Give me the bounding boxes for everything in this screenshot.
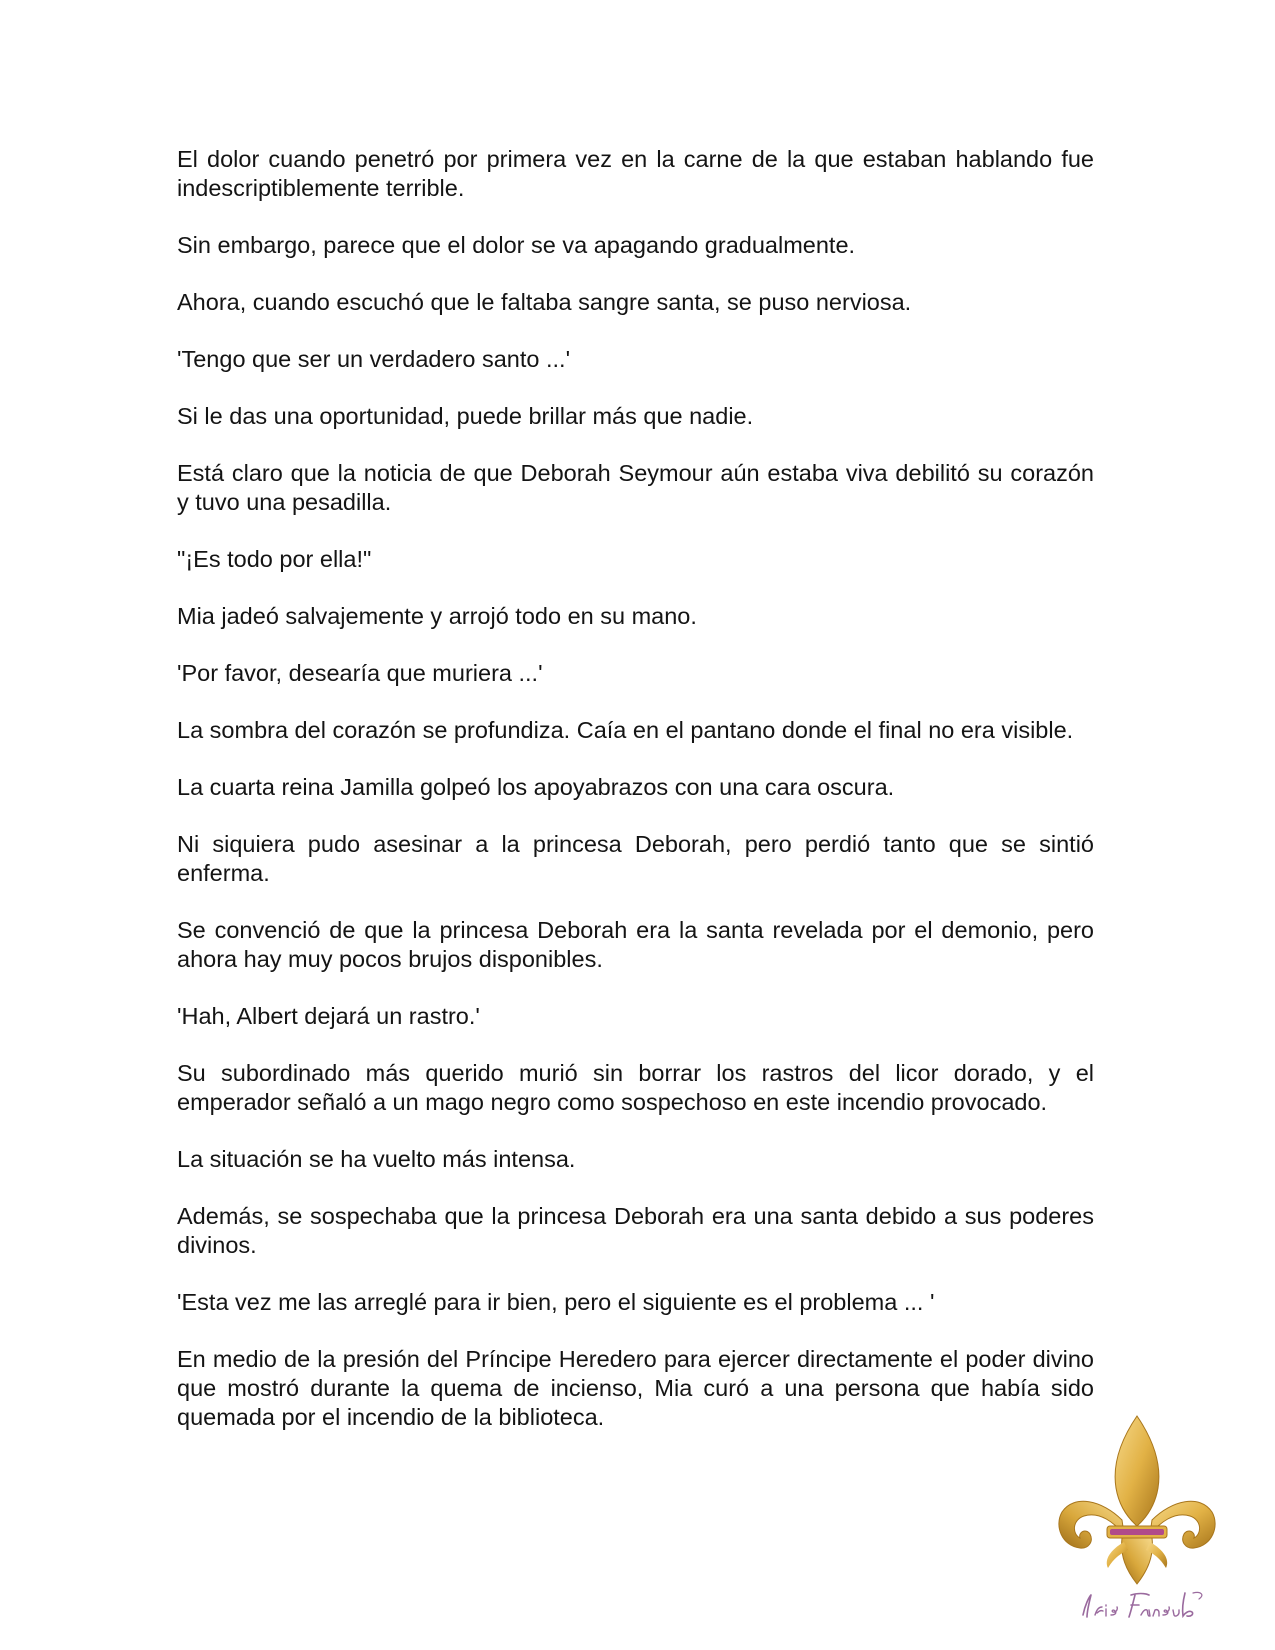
signature-graphic: [1075, 1585, 1215, 1627]
paragraph: La situación se ha vuelto más intensa.: [177, 1146, 576, 1172]
fleur-de-lis-graphic: [1052, 1408, 1222, 1608]
paragraph: Ni siquiera pudo asesinar a la princesa Deborah, pero perdió tanto que se sintió enferma.: [177, 831, 1094, 886]
paragraph: 'Hah, Albert dejará un rastro.': [177, 1003, 480, 1029]
paragraph: Su subordinado más querido murió sin borrar los rastros del licor dorado, y el emperador señaló a un mago negro como sospechoso en este incendio provocado.: [177, 1060, 1094, 1115]
paragraph: Además, se sospechaba que la princesa Deborah era una santa debido a sus poderes divinos.: [177, 1203, 1094, 1258]
paragraph: La sombra del corazón se profundiza. Caía en el pantano donde el final no era visible.: [177, 717, 1074, 743]
paragraph: La cuarta reina Jamilla golpeó los apoyabrazos con una cara oscura.: [177, 774, 895, 800]
paragraph: 'Por favor, desearía que muriera ...': [177, 660, 543, 686]
paragraph: Mia jadeó salvajemente y arrojó todo en su mano.: [177, 603, 697, 629]
paragraph: 'Esta vez me las arreglé para ir bien, pero el siguiente es el problema ... ': [177, 1289, 935, 1315]
paragraph: Sin embargo, parece que el dolor se va apagando gradualmente.: [177, 232, 856, 258]
paragraph: En medio de la presión del Príncipe Heredero para ejercer directamente el poder divino que mostró durante la quema de incienso, Mia curó a una persona que había sido quemada por el incendio de la biblioteca.: [177, 1346, 1094, 1430]
signature: [1075, 1585, 1215, 1627]
paragraph: 'Tengo que ser un verdadero santo ...': [177, 346, 571, 372]
paragraph: Está claro que la noticia de que Deborah Seymour aún estaba viva debilitó su corazón y tuvo una pesadilla.: [177, 460, 1094, 515]
paragraph: El dolor cuando penetró por primera vez en la carne de la que estaban hablando fue indescriptiblemente terrible.: [177, 146, 1094, 201]
paragraph: Se convenció de que la princesa Deborah era la santa revelada por el demonio, pero ahora hay muy pocos brujos disponibles.: [177, 917, 1094, 972]
fleur-de-lis-icon: [1052, 1408, 1222, 1608]
paragraph: "¡Es todo por ella!": [177, 546, 372, 572]
paragraph: Si le das una oportunidad, puede brillar más que nadie.: [177, 403, 754, 429]
document-body: [177, 145, 1094, 1460]
paragraph: Ahora, cuando escuchó que le faltaba sangre santa, se puso nerviosa.: [177, 289, 912, 315]
